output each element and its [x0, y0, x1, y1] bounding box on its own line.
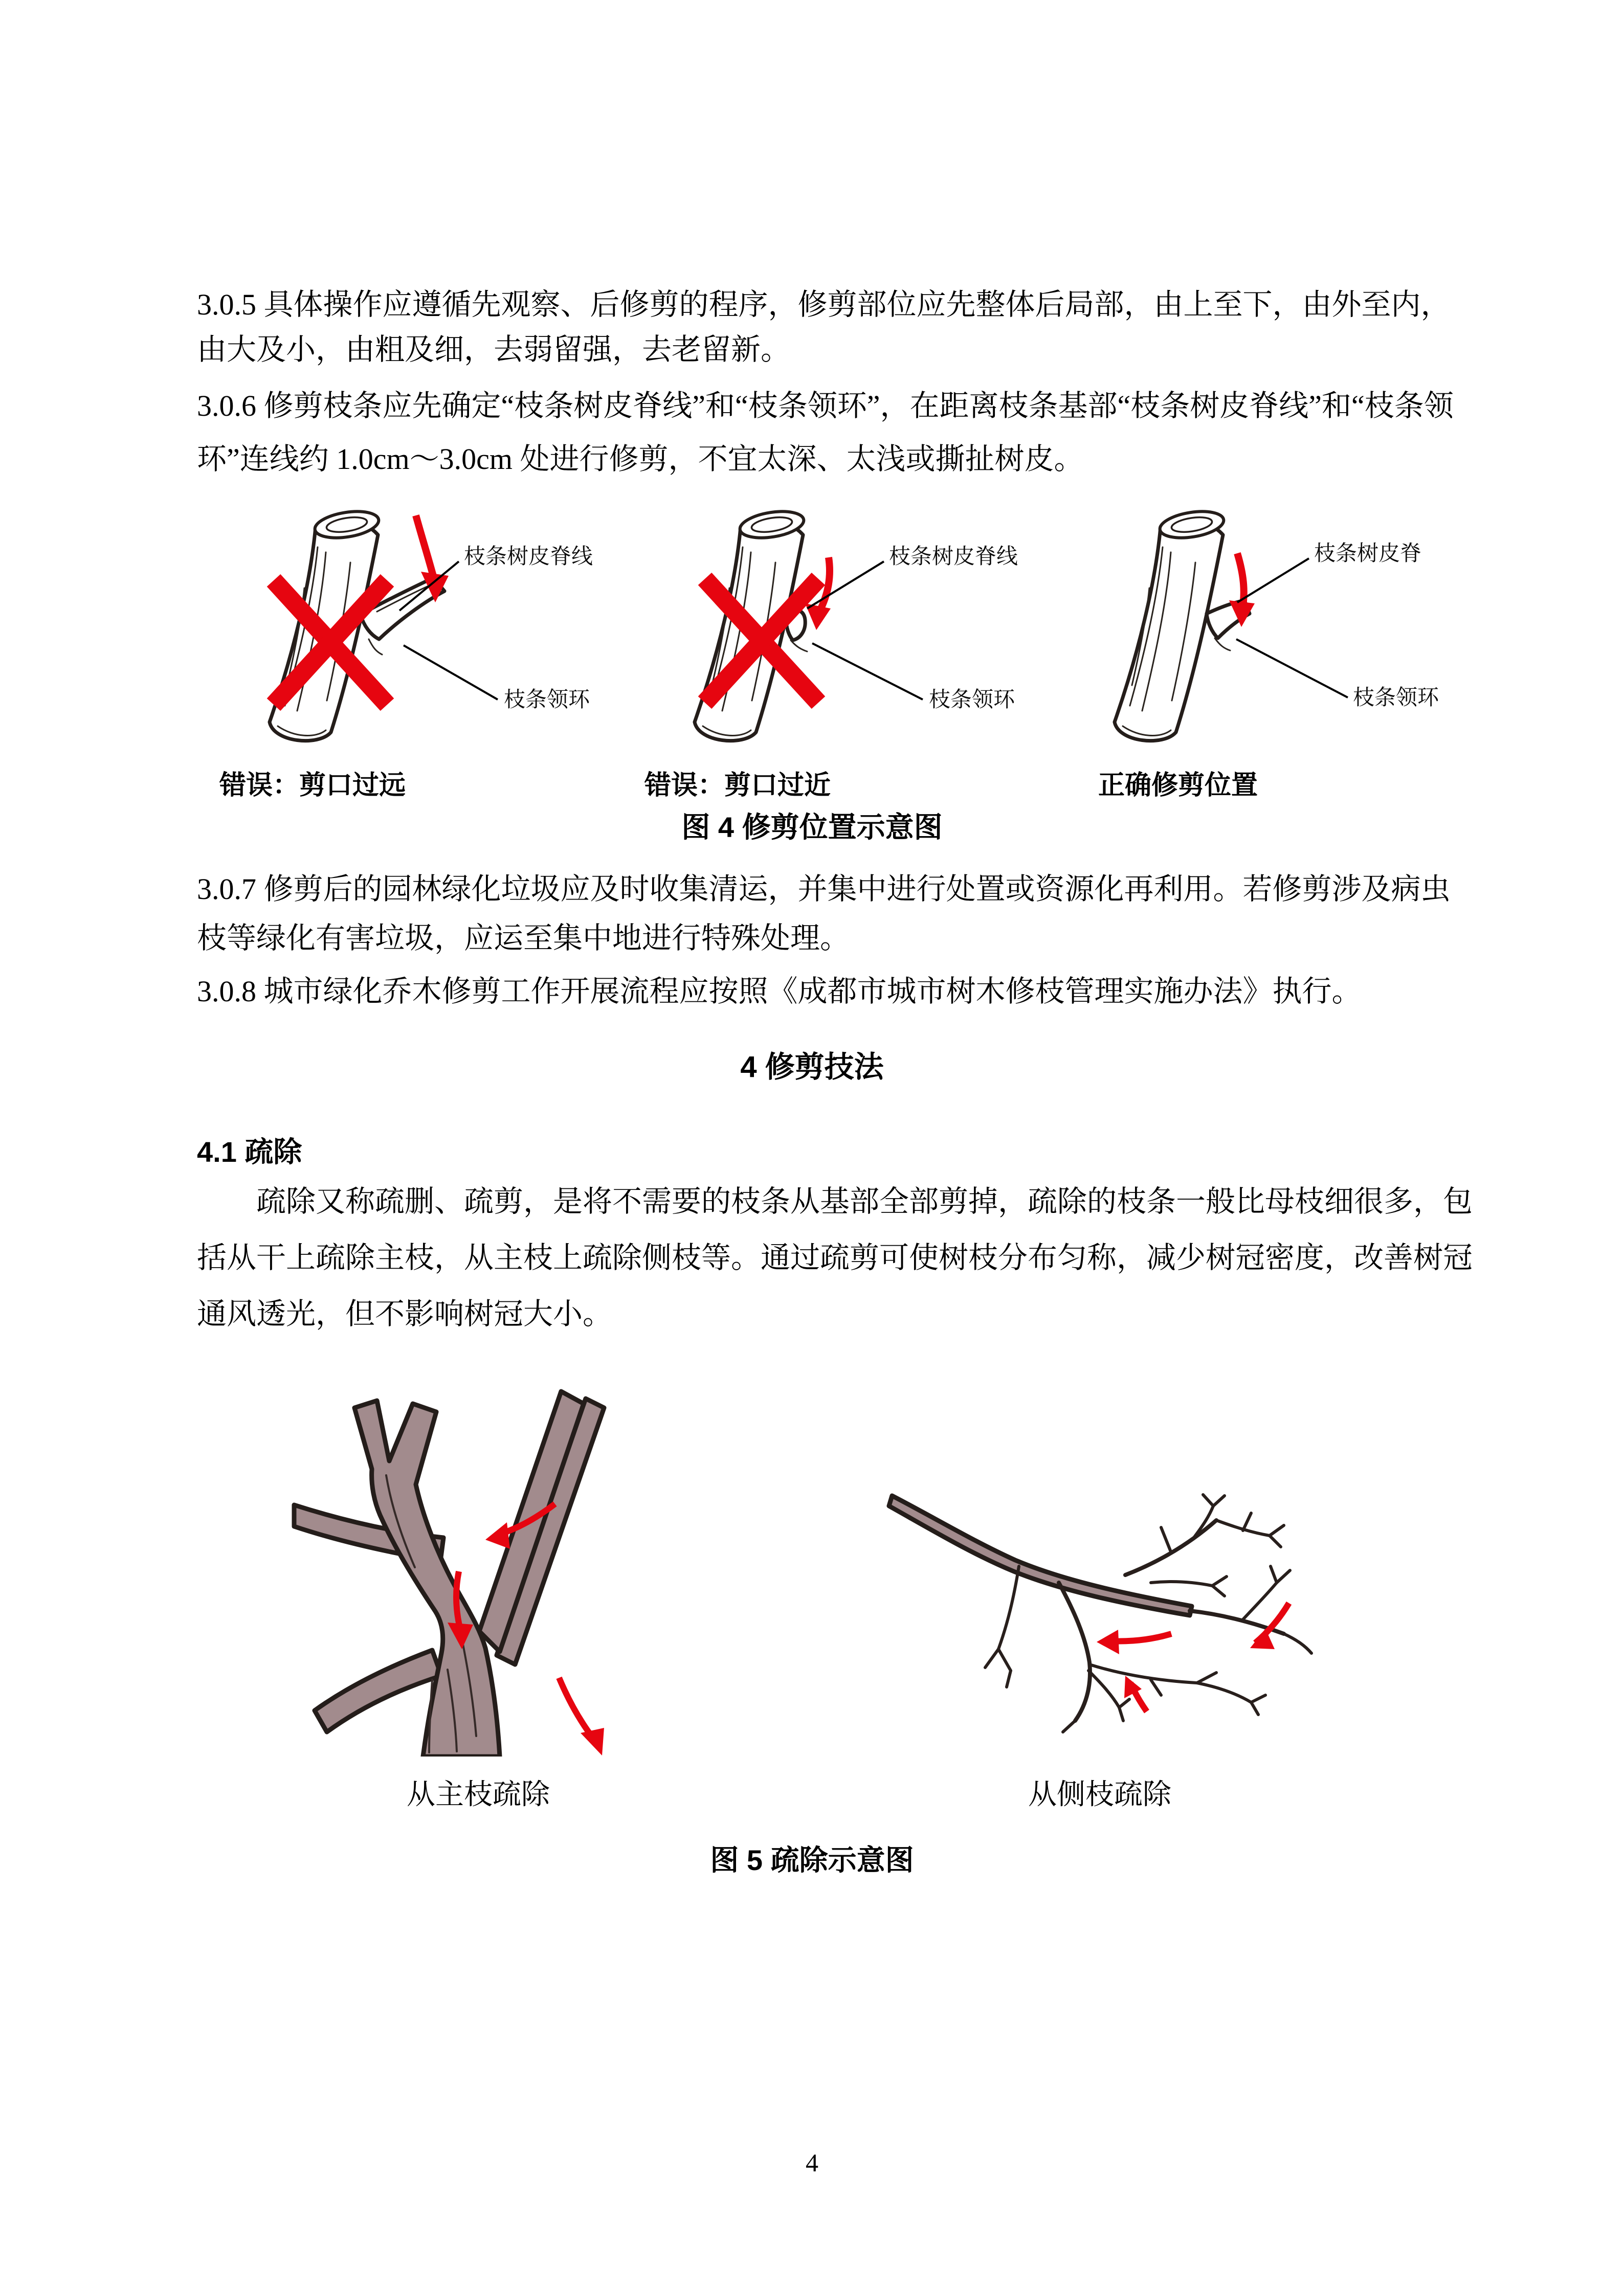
paragraph-3-0-7 [197, 865, 1451, 963]
label-line [1236, 639, 1348, 697]
paragraph-line: 通风透光，但不影响树冠大小。 [197, 1297, 613, 1331]
main-side-branch [889, 1496, 1192, 1615]
twig [1063, 1721, 1075, 1732]
paragraph-line: 3.0.7 修剪后的园林绿化垃圾应及时收集清运，并集中进行处置或资源化再利用。若修剪涉及病虫 [197, 872, 1451, 906]
twig [1212, 1577, 1227, 1586]
trunk-drawing [1115, 520, 1223, 741]
label-line [404, 645, 498, 700]
branch-illustration-correct-cut [1042, 486, 1441, 764]
panel-caption: 从主枝疏除 [407, 1779, 550, 1811]
figure4-panel-correct-cut [1016, 486, 1439, 802]
paragraph-line: 枝等绿化有害垃圾，应运至集中地进行特殊处理。 [197, 921, 850, 955]
twig [1212, 1586, 1225, 1596]
panel-caption: 从侧枝疏除 [1028, 1779, 1171, 1811]
thinning-arrowhead [485, 1522, 510, 1549]
paragraph-3-0-5 [197, 282, 1451, 372]
section-4-heading: 4 修剪技法 [740, 1050, 884, 1084]
panel-caption: 正确修剪位置 [1098, 771, 1258, 800]
twig [1119, 1707, 1123, 1721]
figure-5 [197, 1353, 1427, 1879]
twig [1059, 1583, 1090, 1721]
label-line [812, 643, 923, 700]
thinning-arrow [559, 1678, 594, 1739]
ridge-label: 枝条树皮脊线 [889, 544, 1018, 568]
figure4-title: 图 4 修剪位置示意图 [681, 811, 943, 843]
twig [998, 1566, 1019, 1649]
paragraph-line: 3.0.5 具体操作应遵循先观察、后修剪的程序，修剪部位应先整体后局部，由上至下，由外至内， [197, 288, 1451, 321]
paragraph-line: 由大及小，由粗及细，去弱留强，去老留新。 [197, 333, 791, 366]
cut-direction-arrow [416, 515, 434, 580]
twig [1203, 1495, 1213, 1506]
twig [1251, 1695, 1265, 1702]
tree-thinning-side-branch-illustration [885, 1480, 1315, 1757]
figure5-panel-side-branch [885, 1480, 1315, 1813]
paragraph-line: 环”连线约 1.0cm～3.0cm 处进行修剪，不宜太深、太浅或撕扯树皮。 [197, 442, 1084, 476]
figure5-panel-main-branch [279, 1353, 678, 1813]
tree-thinning-main-branch-illustration [279, 1353, 678, 1757]
paragraph-line: 3.0.6 修剪枝条应先确定“枝条树皮脊线”和“枝条领环”，在距离枝条基部“枝条树皮脊线”和“枝条领 [197, 389, 1454, 422]
twig [1243, 1513, 1251, 1530]
twig [998, 1649, 1011, 1671]
paragraph-3-0-6 [197, 379, 1454, 486]
lower-left-branch [315, 1650, 441, 1732]
figure4-panel-row [197, 486, 1439, 802]
branch-illustration-cut-too-far [197, 486, 596, 764]
twig [1007, 1671, 1011, 1687]
thinning-arrowhead [581, 1728, 604, 1755]
twig [985, 1649, 998, 1668]
twig [1277, 1570, 1290, 1583]
paragraph-4-1-body [197, 1174, 1473, 1342]
paragraph-line: 疏除又称疏删、疏剪，是将不需要的枝条从基部全部剪掉，疏除的枝条一般比母枝细很多，包 [256, 1185, 1473, 1218]
paragraph-3-0-8 [197, 969, 1427, 1014]
figure4-panel-cut-too-close [607, 486, 1016, 802]
thinning-arrowhead [1097, 1630, 1119, 1654]
branch-collar-mark [1215, 638, 1230, 650]
twig [1161, 1527, 1171, 1553]
twig [1197, 1683, 1251, 1702]
twig [1151, 1582, 1212, 1586]
figure4-panel-cut-too-far [197, 486, 607, 802]
panel-caption: 错误：剪口过远 [219, 771, 406, 800]
figure5-title: 图 5 疏除示意图 [710, 1844, 914, 1876]
twig [1197, 1673, 1216, 1683]
twig [1151, 1680, 1161, 1695]
collar-label: 枝条领环 [504, 687, 590, 711]
ridge-label: 枝条树皮脊 [1314, 541, 1422, 565]
twig [1251, 1702, 1258, 1715]
twig [1284, 1634, 1311, 1653]
paragraph-line: 括从干上疏除主枝，从主枝上疏除侧枝等。通过疏剪可使树枝分布匀称，减少树冠密度，改善树冠 [197, 1241, 1473, 1274]
figure5-panel-row [197, 1353, 1427, 1813]
twig [1088, 1671, 1119, 1707]
figure-4 [197, 486, 1439, 846]
paragraph-line: 3.0.8 城市绿化乔木修剪工作开展流程应按照《成都市城市树木修枝管理实施办法》执行。 [197, 975, 1362, 1008]
twig [1243, 1583, 1277, 1619]
twig [1213, 1496, 1225, 1506]
collar-label: 枝条领环 [1353, 685, 1439, 709]
collar-label: 枝条领环 [929, 687, 1015, 711]
ridge-label: 枝条树皮脊线 [464, 544, 593, 568]
twig [1119, 1699, 1129, 1707]
panel-caption: 错误：剪口过近 [644, 771, 831, 800]
branch-illustration-cut-too-close [622, 486, 1021, 764]
branch-collar-mark [791, 640, 807, 651]
twig [1270, 1525, 1284, 1536]
section-4-1-heading: 4.1 疏除 [197, 1136, 302, 1168]
page-number: 4 [806, 2148, 818, 2177]
twig [1270, 1536, 1281, 1547]
branch-collar-mark [369, 639, 382, 655]
twig [1089, 1664, 1197, 1683]
twig [1271, 1566, 1277, 1583]
label-line [1237, 558, 1309, 602]
